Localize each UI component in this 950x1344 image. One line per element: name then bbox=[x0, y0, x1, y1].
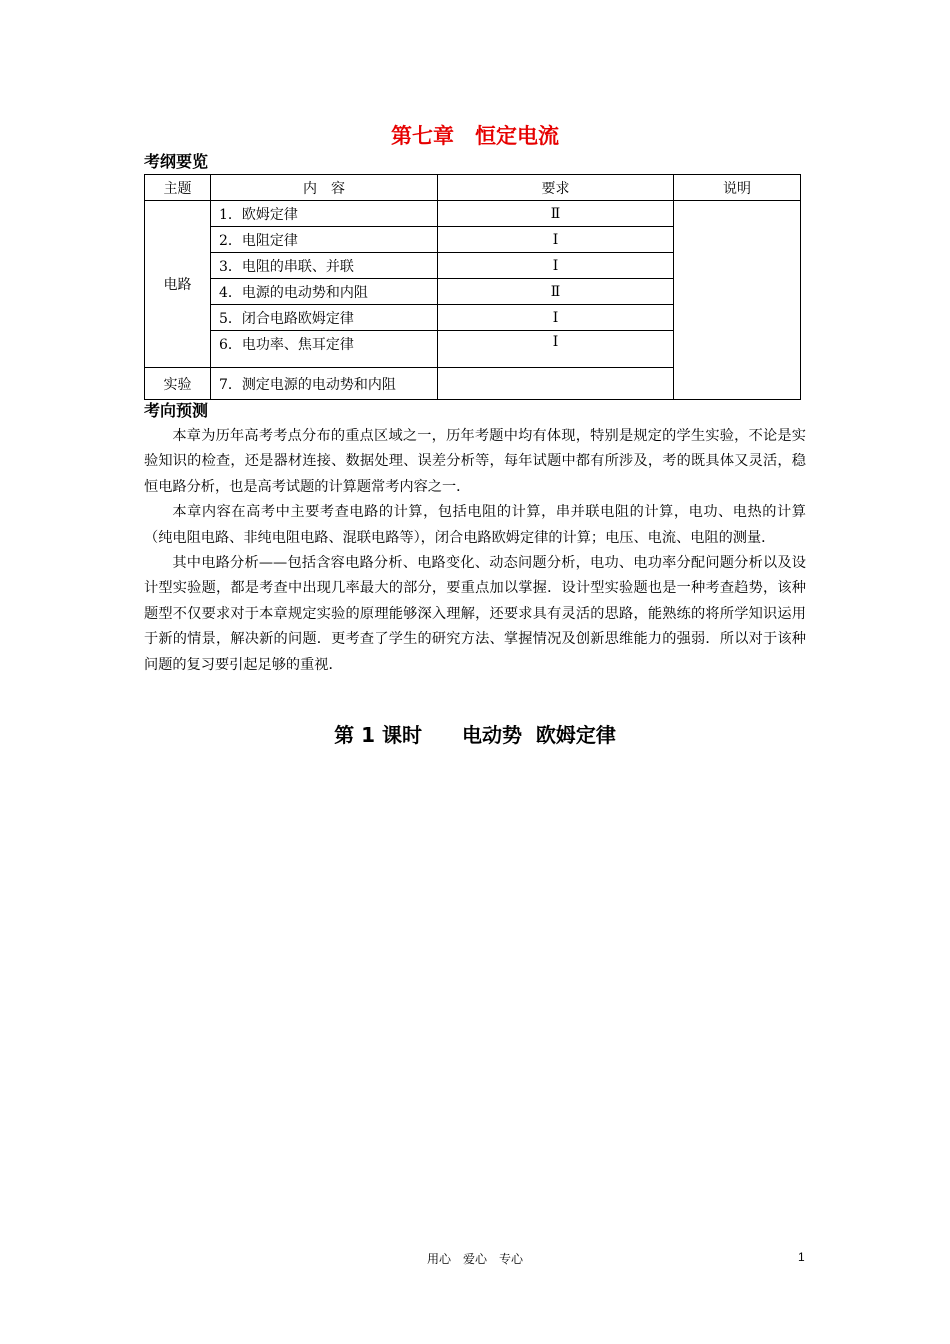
requirement-cell: Ⅰ bbox=[438, 227, 674, 253]
content-cell: 7．测定电源的电动势和内阻 bbox=[211, 368, 438, 400]
table-row bbox=[145, 201, 801, 227]
notes-cell bbox=[674, 201, 801, 400]
content-cell: 6．电功率、焦耳定律 bbox=[211, 331, 438, 368]
content-cell: 1．欧姆定律 bbox=[211, 201, 438, 227]
forecast-body bbox=[144, 424, 806, 678]
forecast-heading: 考向预测 bbox=[144, 401, 209, 420]
requirement-cell: Ⅱ bbox=[438, 279, 674, 305]
syllabus-table bbox=[144, 174, 801, 400]
page-number: 1 bbox=[798, 1250, 805, 1264]
footer-motto: 用心 爱心 专心 bbox=[426, 1252, 523, 1266]
content-cell: 4．电源的电动势和内阻 bbox=[211, 279, 438, 305]
requirement-cell: Ⅱ bbox=[438, 201, 674, 227]
content-cell: 5．闭合电路欧姆定律 bbox=[211, 305, 438, 331]
requirement-cell: Ⅰ bbox=[438, 253, 674, 279]
topic-cell-experiment: 实验 bbox=[145, 368, 211, 400]
content-cell: 3．电阻的串联、并联 bbox=[211, 253, 438, 279]
topic-cell-circuit: 电路 bbox=[145, 201, 211, 368]
lesson-title: 第 1 课时 电动势 欧姆定律 bbox=[334, 723, 616, 747]
requirement-cell bbox=[438, 368, 674, 400]
forecast-paragraph: 其中电路分析——包括含容电路分析、电路变化、动态问题分析，电功、电功率分配问题分析以及设计型实验题，都是考查中出现几率最大的部分，要重点加以掌握．设计型实验题也是一种考查趋势，该种题型不仅要求对于本章规定实验的原理能够深入理解，还要求具有灵活的思路，能熟练的将所学知识运用于新的情景，解决新的问题．更考查了学生的研究方法、掌握情况及创新思维能力的强弱．所以对于该种问题的复习要引起足够的重视． bbox=[144, 555, 806, 673]
requirement-cell: Ⅰ bbox=[438, 305, 674, 331]
syllabus-heading: 考纲要览 bbox=[144, 152, 209, 171]
chapter-title: 第七章 恒定电流 bbox=[391, 124, 559, 148]
forecast-paragraph: 本章为历年高考考点分布的重点区域之一，历年考题中均有体现，特别是规定的学生实验，不论是实验知识的检查，还是器材连接、数据处理、误差分析等，每年试题中都有所涉及，考的既具体又灵活，稳恒电路分析，也是高考试题的计算题常考内容之一． bbox=[144, 428, 806, 495]
content-cell: 2．电阻定律 bbox=[211, 227, 438, 253]
column-header-content: 内 容 bbox=[211, 175, 438, 201]
requirement-cell: Ⅰ bbox=[438, 331, 674, 368]
column-header-requirement: 要求 bbox=[438, 175, 674, 201]
table-header-row bbox=[145, 175, 801, 201]
column-header-notes: 说明 bbox=[674, 175, 801, 201]
forecast-paragraph: 本章内容在高考中主要考查电路的计算，包括电阻的计算，串并联电阻的计算，电功、电热的计算（纯电阻电路、非纯电阻电路、混联电路等），闭合电路欧姆定律的计算；电压、电流、电阻的测量． bbox=[144, 504, 806, 546]
column-header-topic: 主题 bbox=[145, 175, 211, 201]
